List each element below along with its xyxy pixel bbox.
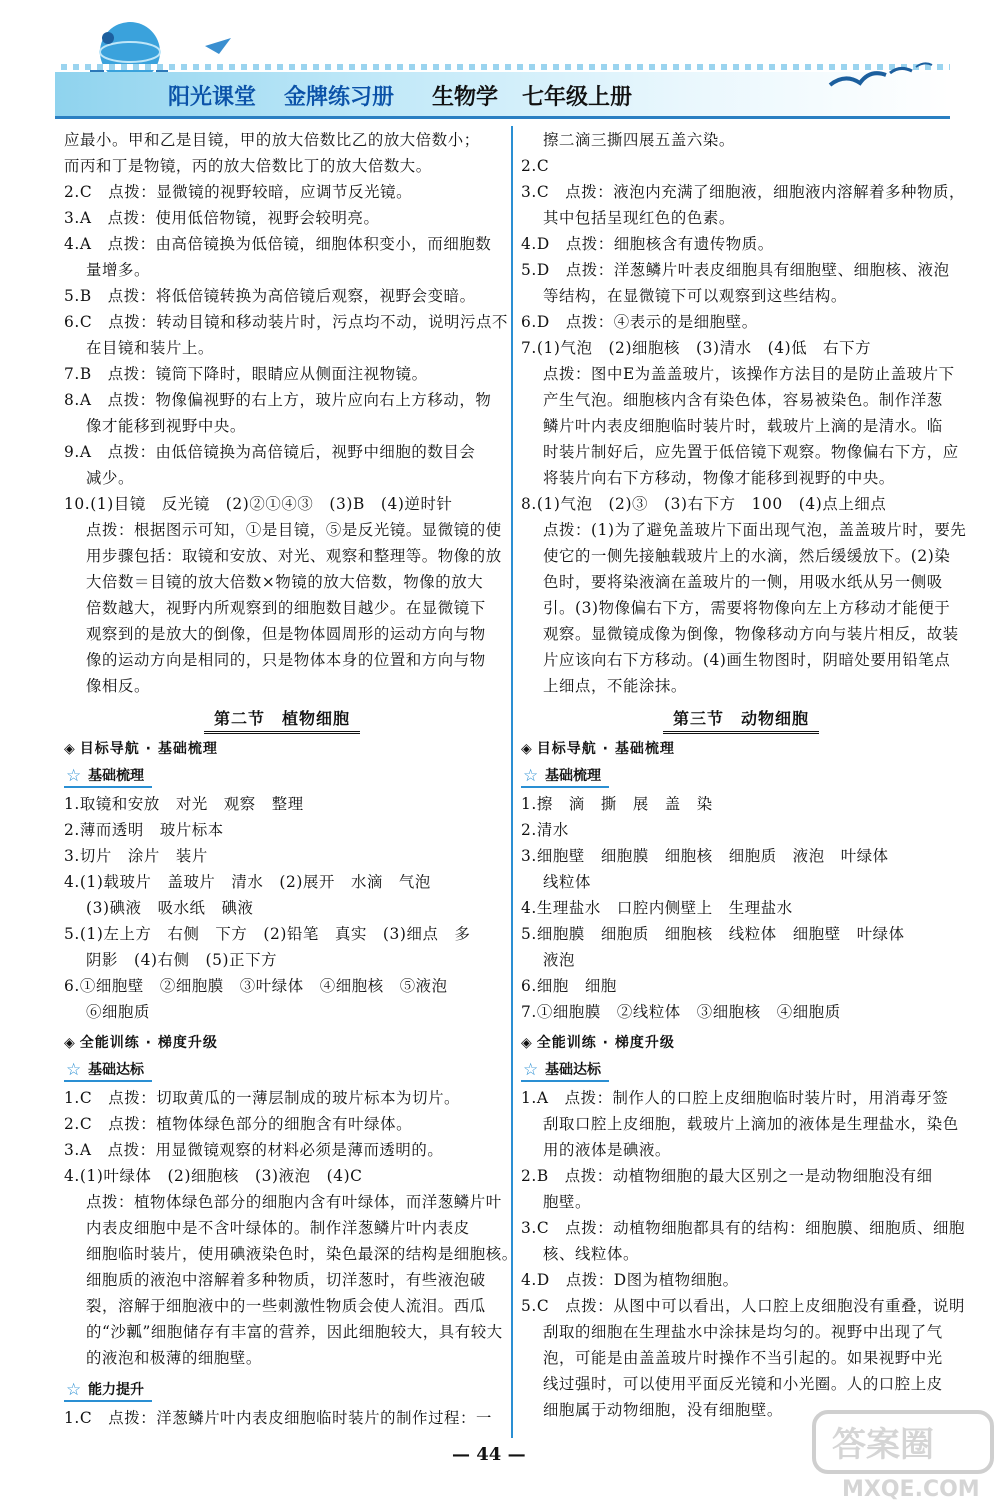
text-line: 其中包括呈现红色的色素。 <box>543 209 735 227</box>
text-line: 胞壁。 <box>543 1193 591 1211</box>
nav-heading-text: 目标导航 · 基础梳理 <box>536 741 675 757</box>
text-line: 阴影 (4)右侧 (5)正下方 <box>86 951 278 969</box>
text-line: 2.B 点拨：动植物细胞的最大区别之一是动物细胞没有细 <box>521 1167 933 1185</box>
text-line: 量增多。 <box>86 261 150 279</box>
text-line: 引。(3)物像偏右下方，需要将物像向左上方移动才能便于 <box>543 599 951 617</box>
text-line: 1.擦 滴 撕 展 盖 染 <box>521 795 713 813</box>
text-line: 细胞临时装片，使用碘液染色时，染色最深的结构是细胞核。 <box>86 1245 518 1263</box>
paper-plane-icon <box>205 38 231 54</box>
nav-heading <box>521 1032 675 1052</box>
text-line: 点拨：植物体绿色部分的细胞内含有叶绿体，而洋葱鳞片叶 <box>86 1193 502 1211</box>
text-line: 点拨：图中E为盖盖玻片，该操作方法目的是防止盖玻片下 <box>543 365 955 383</box>
text-line: 使它的一侧先接触载玻片上的水滴，然后缓缓放下。(2)染 <box>543 547 951 565</box>
text-line: 细胞质的液泡中溶解着多种物质，切洋葱时，有些液泡破 <box>86 1271 486 1289</box>
book-icon: ◈ <box>64 741 76 757</box>
watermark-logo-icon <box>812 1410 994 1502</box>
text-line: 线过强时，可以使用平面反光镜和小光圈。人的口腔上皮 <box>543 1375 943 1393</box>
text-line: 像的运动方向是相同的，只是物体本身的位置和方向与物 <box>86 651 486 669</box>
tag-label <box>521 1060 609 1082</box>
text-line: 1.C 点拨：洋葱鳞片叶内表皮细胞临时装片的制作过程：一 <box>64 1409 493 1427</box>
nav-heading-text: 目标导航 · 基础梳理 <box>79 741 218 757</box>
star-icon: ☆ <box>523 766 539 786</box>
text-line: 大倍数＝目镜的放大倍数×物镜的放大倍数，物像的放大 <box>86 573 484 591</box>
text-line: ⑥细胞质 <box>86 1003 150 1021</box>
text-line: 3.细胞壁 细胞膜 细胞核 细胞质 液泡 叶绿体 <box>521 847 889 865</box>
birds-icon <box>820 55 940 105</box>
text-line: 2.C <box>521 157 550 175</box>
text-line: 6.D 点拨：④表示的是细胞壁。 <box>521 313 758 331</box>
text-line: 的液泡和极薄的细胞壁。 <box>86 1349 262 1367</box>
text-line: 1.A 点拨：制作人的口腔上皮细胞临时装片时，用消毒牙签 <box>521 1089 949 1107</box>
text-line: 4.D 点拨：D图为植物细胞。 <box>521 1271 739 1289</box>
text-line: 4.生理盐水 口腔内侧壁上 生理盐水 <box>521 899 793 917</box>
text-line: 2.清水 <box>521 821 569 839</box>
text-line: 7.①细胞膜 ②线粒体 ③细胞核 ④细胞质 <box>521 1003 841 1021</box>
star-icon: ☆ <box>66 1060 82 1080</box>
text-line: 泡，可能是由盖盖玻片时操作不当引起的。如果视野中光 <box>543 1349 943 1367</box>
text-line: 擦二滴三撕四展五盖六染。 <box>543 131 735 149</box>
column-divider <box>511 126 513 1438</box>
text-line: 像才能移到视野中央。 <box>86 417 246 435</box>
text-line: 4.A 点拨：由高倍镜换为低倍镜，细胞体积变小，而细胞数 <box>64 235 492 253</box>
header-subject: 生物学 <box>432 85 499 110</box>
book-icon: ◈ <box>64 1035 76 1051</box>
nav-heading <box>64 738 218 758</box>
text-line: 细胞属于动物细胞，没有细胞壁。 <box>543 1401 783 1419</box>
page-number: — 44 — <box>452 1444 526 1465</box>
text-line: 核、线粒体。 <box>543 1245 639 1263</box>
text-line: 2.薄而透明 玻片标本 <box>64 821 224 839</box>
tag-text: 基础达标 <box>88 1062 144 1078</box>
header-grade: 七年级上册 <box>522 85 633 110</box>
book-icon: ◈ <box>521 741 533 757</box>
text-line: 4.(1)载玻片 盖玻片 清水 (2)展开 水滴 气泡 <box>64 873 431 891</box>
section-title: 第二节 植物细胞 <box>204 706 360 734</box>
star-icon: ☆ <box>66 1380 82 1400</box>
text-line: 3.A 点拨：使用低倍物镜，视野会较明亮。 <box>64 209 380 227</box>
text-line: 的“沙瓤”细胞储存有丰富的营养，因此细胞较大，具有较大 <box>86 1323 503 1341</box>
star-icon: ☆ <box>66 766 82 786</box>
tag-text: 基础梳理 <box>88 768 144 784</box>
tag-label <box>64 766 152 788</box>
text-line: 4.(1)叶绿体 (2)细胞核 (3)液泡 (4)C <box>64 1167 363 1185</box>
text-line: 5.细胞膜 细胞质 细胞核 线粒体 细胞壁 叶绿体 <box>521 925 905 943</box>
text-line: 4.D 点拨：细胞核含有遗传物质。 <box>521 235 774 253</box>
book-icon: ◈ <box>521 1035 533 1051</box>
text-line: 用的液体是碘液。 <box>543 1141 671 1159</box>
nav-heading <box>521 738 675 758</box>
page-header <box>0 0 1000 122</box>
text-line: 将装片向右下方移动，物像才能移到视野的中央。 <box>543 469 895 487</box>
text-line: 7.B 点拨：镜筒下降时，眼睛应从侧面注视物镜。 <box>64 365 428 383</box>
text-line: 倍数越大，视野内所观察到的细胞数目越少。在显微镜下 <box>86 599 486 617</box>
text-line: 内表皮细胞中是不含叶绿体的。制作洋葱鳞片叶内表皮 <box>86 1219 470 1237</box>
tag-text: 基础达标 <box>545 1062 601 1078</box>
nav-heading <box>64 1032 218 1052</box>
text-line: 2.C 点拨：显微镜的视野较暗，应调节反光镜。 <box>64 183 413 201</box>
text-line: 1.取镜和安放 对光 观察 整理 <box>64 795 304 813</box>
text-line: 像相反。 <box>86 677 150 695</box>
text-line: 2.C 点拨：植物体绿色部分的细胞含有叶绿体。 <box>64 1115 413 1133</box>
text-line: 5.C 点拨：从图中可以看出，人口腔上皮细胞没有重叠，说明 <box>521 1297 966 1315</box>
text-line: 3.C 点拨：液泡内充满了细胞液，细胞液内溶解着多种物质， <box>521 183 966 201</box>
text-line: 6.细胞 细胞 <box>521 977 617 995</box>
text-line: 刮取口腔上皮细胞，载玻片上滴加的液体是生理盐水，染色 <box>543 1115 959 1133</box>
section-title: 第三节 动物细胞 <box>663 706 819 734</box>
text-line: (3)碘液 吸水纸 碘液 <box>86 899 254 917</box>
text-line: 点拨：根据图示可知，①是目镜，⑤是反光镜。显微镜的使 <box>86 521 502 539</box>
text-line: 液泡 <box>543 951 575 969</box>
header-strip <box>55 64 950 70</box>
text-line: 7.(1)气泡 (2)细胞核 (3)清水 (4)低 右下方 <box>521 339 872 357</box>
text-line: 9.A 点拨：由低倍镜换为高倍镜后，视野中细胞的数目会 <box>64 443 476 461</box>
nav-heading-text: 全能训练 · 梯度升级 <box>536 1035 675 1051</box>
text-line: 上细点，不能涂抹。 <box>543 677 687 695</box>
text-line: 观察到的是放大的倒像，但是物体圆周形的运动方向与物 <box>86 625 486 643</box>
text-line: 产生气泡。细胞核内含有染色体，容易被染色。制作洋葱 <box>543 391 943 409</box>
text-line: 3.A 点拨：用显微镜观察的材料必须是薄而透明的。 <box>64 1141 444 1159</box>
tag-label <box>521 766 609 788</box>
text-line: 3.切片 涂片 装片 <box>64 847 208 865</box>
text-line: 时装片制好后，应先置于低倍镜下观察。物像偏右下方，应 <box>543 443 959 461</box>
text-line: 5.B 点拨：将低倍镜转换为高倍镜后观察，视野会变暗。 <box>64 287 476 305</box>
text-line: 线粒体 <box>543 873 591 891</box>
text-line: 用步骤包括：取镜和安放、对光、观察和整理等。物像的放 <box>86 547 502 565</box>
text-line: 色时，要将染液滴在盖玻片的一侧，用吸水纸从另一侧吸 <box>543 573 943 591</box>
text-line: 裂，溶解于细胞液中的一些刺激性物质会使人流泪。西瓜 <box>86 1297 486 1315</box>
text-line: 刮取的细胞在生理盐水中涂抹是均匀的。视野中出现了气 <box>543 1323 943 1341</box>
star-icon: ☆ <box>523 1060 539 1080</box>
text-line: 3.C 点拨：动植物细胞都具有的结构：细胞膜、细胞质、细胞 <box>521 1219 966 1237</box>
text-line: 观察。显微镜成像为倒像，物像移动方向与装片相反，故装 <box>543 625 959 643</box>
text-line: 6.①细胞壁 ②细胞膜 ③叶绿体 ④细胞核 ⑤液泡 <box>64 977 448 995</box>
text-line: 8.A 点拨：物像偏视野的右上方，玻片应向右上方移动，物 <box>64 391 492 409</box>
tag-label <box>64 1060 152 1082</box>
text-line: 8.(1)气泡 (2)③ (3)右下方 100 (4)点上细点 <box>521 495 887 513</box>
tag-text: 能力提升 <box>88 1382 144 1398</box>
text-line: 鳞片叶内表皮细胞临时装片时，载玻片上滴的是清水。临 <box>543 417 943 435</box>
text-line: 点拨：(1)为了避免盖玻片下面出现气泡，盖盖玻片时，要先 <box>543 521 967 539</box>
text-line: 而丙和丁是物镜，丙的放大倍数比丁的放大倍数大。 <box>64 157 432 175</box>
text-line: 应最小。甲和乙是目镜，甲的放大倍数比乙的放大倍数小； <box>64 131 480 149</box>
text-line: 等结构，在显微镜下可以观察到这些结构。 <box>543 287 847 305</box>
text-line: 10.(1)目镜 反光镜 (2)②①④③ (3)B (4)逆时针 <box>64 495 453 513</box>
brand-name-1: 阳光课堂 <box>168 84 257 110</box>
text-line: 在目镜和装片上。 <box>86 339 214 357</box>
tag-text: 基础梳理 <box>545 768 601 784</box>
text-line: 6.C 点拨：转动目镜和移动装片时，污点均不动，说明污点不 <box>64 313 509 331</box>
brand-name-2: 金牌练习册 <box>284 84 395 110</box>
svg-text:答案圈: 答案圈 <box>832 1425 934 1465</box>
tag-label <box>64 1380 152 1402</box>
text-line: 1.C 点拨：切取黄瓜的一薄层制成的玻片标本为切片。 <box>64 1089 461 1107</box>
svg-text:MXQE.COM: MXQE.COM <box>842 1477 980 1502</box>
nav-heading-text: 全能训练 · 梯度升级 <box>79 1035 218 1051</box>
text-line: 减少。 <box>86 469 134 487</box>
text-line: 5.D 点拨：洋葱鳞片叶表皮细胞具有细胞壁、细胞核、液泡 <box>521 261 950 279</box>
text-line: 片应该向右下方移动。(4)画生物图时，阴暗处要用铅笔点 <box>543 651 951 669</box>
text-line: 5.(1)左上方 右侧 下方 (2)铅笔 真实 (3)细点 多 <box>64 925 471 943</box>
